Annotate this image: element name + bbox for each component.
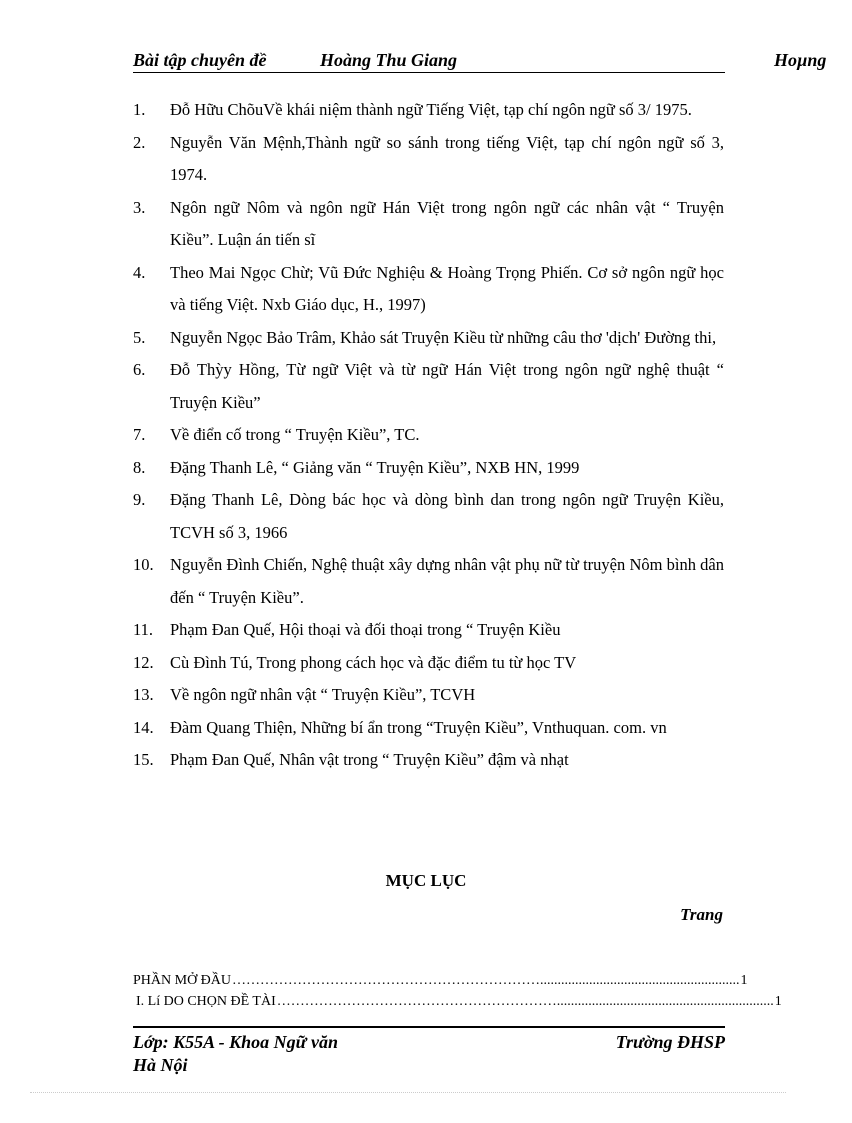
reference-number: 9. — [133, 490, 146, 509]
reference-item — [133, 322, 724, 355]
reference-item — [133, 744, 724, 777]
reference-number: 15. — [133, 750, 154, 769]
reference-text: Nguyễn Đình Chiến, Nghệ thuật xây dựng nhân vật phụ nữ từ truyện Nôm bình dân đến “ Truyện Kiều”. — [170, 555, 724, 607]
reference-number: 1. — [133, 100, 146, 119]
reference-text: Theo Mai Ngọc Chừ; Vũ Đức Nghiệu & Hoàng Trọng Phiến. Cơ sở ngôn ngữ học và tiếng Việt. Nxb Giáo dục, H., 1997) — [170, 262, 724, 314]
footer-class: Lớp: K55A - Khoa Ngữ văn — [133, 1032, 338, 1052]
reference-item — [133, 549, 724, 614]
reference-item — [133, 452, 724, 485]
page-bottom-edge — [30, 1092, 786, 1093]
header-cutoff-text: Hoµng — [774, 50, 827, 70]
reference-item — [133, 712, 724, 745]
reference-number: 3. — [133, 197, 146, 217]
toc-leader-dots: …………………………………………………………......................................................... — [232, 973, 740, 988]
reference-number: 8. — [133, 457, 146, 477]
reference-item — [133, 94, 724, 127]
reference-number: 12. — [133, 652, 154, 672]
footer-school: Trường ĐHSP — [615, 1032, 725, 1052]
reference-text: Đàm Quang Thiện, Những bí ẩn trong “Truyện Kiều”, Vnthuquan. com. vn — [170, 717, 667, 737]
header-author: Hoàng Thu Giang — [320, 50, 458, 70]
toc-entry-page: 1 — [774, 994, 782, 1009]
reference-number: 6. — [133, 360, 146, 379]
reference-text: Về điển cố trong “ Truyện Kiều”, TC. — [170, 425, 420, 444]
reference-text: Nguyễn Văn Mệnh,Thành ngữ so sánh trong tiếng Việt, tạp chí ngôn ngữ số 3, 1974. — [170, 132, 724, 184]
reference-number: 13. — [133, 685, 154, 704]
reference-number: 5. — [133, 327, 146, 347]
reference-item — [133, 419, 724, 452]
toc-entry[interactable] — [133, 970, 748, 991]
reference-number: 14. — [133, 717, 154, 737]
reference-number: 7. — [133, 425, 146, 444]
reference-text: Ngôn ngữ Nôm và ngôn ngữ Hán Việt trong ngôn ngữ các nhân vật “ Truyện Kiều”. Luận án tiến sĩ — [170, 197, 724, 249]
footer-city: Hà Nội — [133, 1055, 188, 1075]
toc-entry[interactable] — [133, 991, 782, 1012]
reference-item — [133, 484, 724, 549]
page-header — [133, 50, 827, 73]
reference-number: 11. — [133, 620, 154, 639]
reference-text: Phạm Đan Quế, Hội thoại và đối thoại trong “ Truyện Kiều — [170, 620, 561, 639]
reference-item — [133, 679, 724, 712]
reference-item — [133, 354, 724, 419]
toc-title: MỤC LỤC — [385, 871, 467, 890]
reference-item — [133, 614, 724, 647]
reference-item — [133, 127, 724, 192]
toc-page-label: Trang — [680, 905, 723, 924]
reference-number: 4. — [133, 262, 146, 282]
reference-text: Đặng Thanh Lê, Dòng bác học và dòng bình dan trong ngôn ngữ Truyện Kiều, TCVH số 3, 1966 — [170, 490, 724, 542]
reference-item — [133, 192, 724, 257]
reference-item — [133, 647, 724, 680]
reference-item — [133, 257, 724, 322]
reference-text: Phạm Đan Quế, Nhân vật trong “ Truyện Kiều” đậm và nhạt — [170, 750, 569, 769]
toc-entry-label: PHẦN MỞ ĐẦU — [133, 973, 232, 988]
reference-text: Nguyễn Ngọc Bảo Trâm, Khảo sát Truyện Kiều từ những câu thơ 'dịch' Đường thi, — [170, 327, 717, 347]
toc-leader-dots: …………………………………………………….............................................................. — [276, 994, 774, 1009]
reference-number: 10. — [133, 555, 154, 574]
reference-text: Đặng Thanh Lê, “ Giảng văn “ Truyện Kiều”, NXB HN, 1999 — [170, 457, 580, 477]
reference-text: Đỗ Hữu ChõuVề khái niệm thành ngữ Tiếng Việt, tạp chí ngôn ngữ số 3/ 1975. — [170, 100, 692, 119]
page-footer — [133, 1026, 725, 1075]
reference-text: Về ngôn ngữ nhân vật “ Truyện Kiều”, TCVH — [170, 685, 476, 704]
reference-text: Đỗ Thỳy Hồng, Từ ngữ Việt và từ ngữ Hán Việt trong ngôn ngữ nghệ thuật “ Truyện Kiều” — [170, 360, 724, 412]
toc-entry-label: I. Lí DO CHỌN ĐỀ TÀI — [136, 994, 276, 1009]
reference-text: Cù Đình Tú, Trong phong cách học và đặc điểm tu từ học TV — [170, 652, 577, 672]
table-of-contents — [133, 970, 782, 1012]
reference-list — [133, 94, 724, 777]
reference-number: 2. — [133, 132, 146, 152]
toc-entry-page: 1 — [740, 973, 748, 988]
header-course-title: Bài tập chuyên đề — [133, 50, 267, 70]
